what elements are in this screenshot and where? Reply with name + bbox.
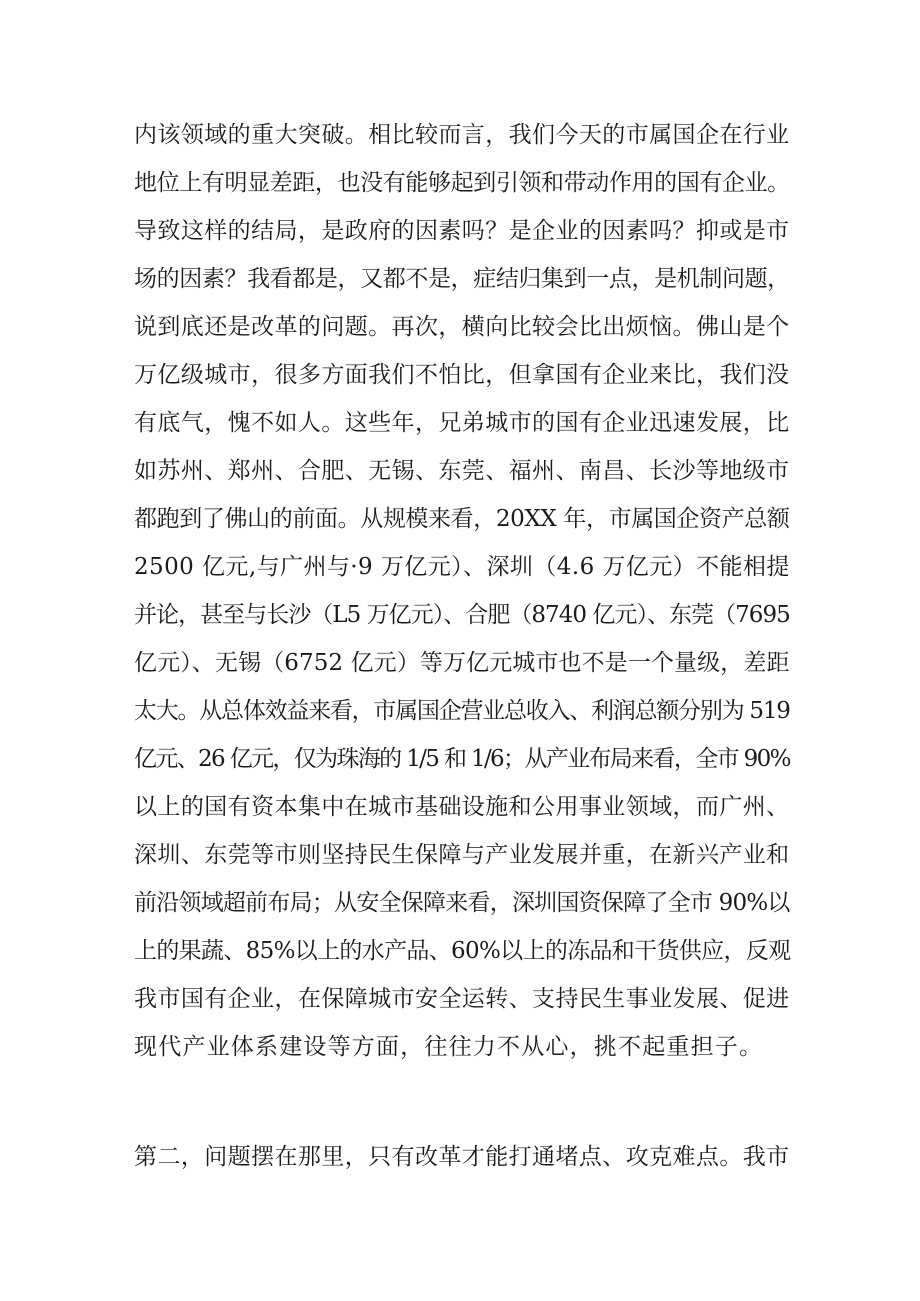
text-line: 有底气，愧不如人。这些年，兄弟城市的国有企业迅速发展，比	[134, 410, 790, 436]
text-line: 说到底还是改革的问题。再次，横向比较会比出烦恼。佛山是个	[134, 314, 790, 340]
text-line: 亿元）、无锡（6752 亿元）等万亿元城市也不是一个量级，差距	[134, 650, 790, 676]
text-line: 内该领域的重大突破。相比较而言，我们今天的市属国企在行业	[134, 122, 790, 148]
text-line: 我市国有企业，在保障城市安全运转、支持民生事业发展、促进	[134, 986, 790, 1012]
text-line: 导致这样的结局，是政府的因素吗？是企业的因素吗？抑或是市	[134, 218, 790, 244]
text-line: 万亿级城市，很多方面我们不怕比，但拿国有企业来比，我们没	[134, 362, 790, 388]
text-line: 太大。从总体效益来看，市属国企营业总收入、利润总额分别为 519	[134, 698, 790, 724]
text-line: 2500 亿元,与广州与·9 万亿元）、深圳（4.6 万亿元）不能相提	[134, 554, 790, 580]
text-line: 如苏州、郑州、合肥、无锡、东莞、福州、南昌、长沙等地级市	[134, 458, 790, 484]
text-line: 地位上有明显差距，也没有能够起到引领和带动作用的国有企业。	[134, 170, 790, 196]
text-line: 并论，甚至与长沙（L5 万亿元）、合肥（8740 亿元）、东莞（7695	[134, 602, 790, 628]
text-line: 第二，问题摆在那里，只有改革才能打通堵点、攻克难点。我市	[134, 1144, 790, 1170]
text-line: 亿元、26 亿元，仅为珠海的 1/5 和 1/6；从产业布局来看，全市 90%	[134, 746, 790, 772]
text-line: 现代产业体系建设等方面，往往力不从心，挑不起重担子。	[134, 1034, 764, 1060]
text-line: 以上的国有资本集中在城市基础设施和公用事业领域，而广州、	[134, 794, 790, 820]
text-line: 都跑到了佛山的前面。从规模来看，20XX 年，市属国企资产总额	[134, 506, 790, 532]
text-line: 深圳、东莞等市则坚持民生保障与产业发展并重，在新兴产业和	[134, 842, 790, 868]
text-line: 前沿领域超前布局；从安全保障来看，深圳国资保障了全市 90%以	[134, 890, 790, 916]
text-line: 上的果蔬、85%以上的水产品、60%以上的冻品和干货供应，反观	[134, 938, 791, 964]
text-line: 场的因素？我看都是，又都不是，症结归集到一点，是机制问题，	[134, 266, 790, 292]
